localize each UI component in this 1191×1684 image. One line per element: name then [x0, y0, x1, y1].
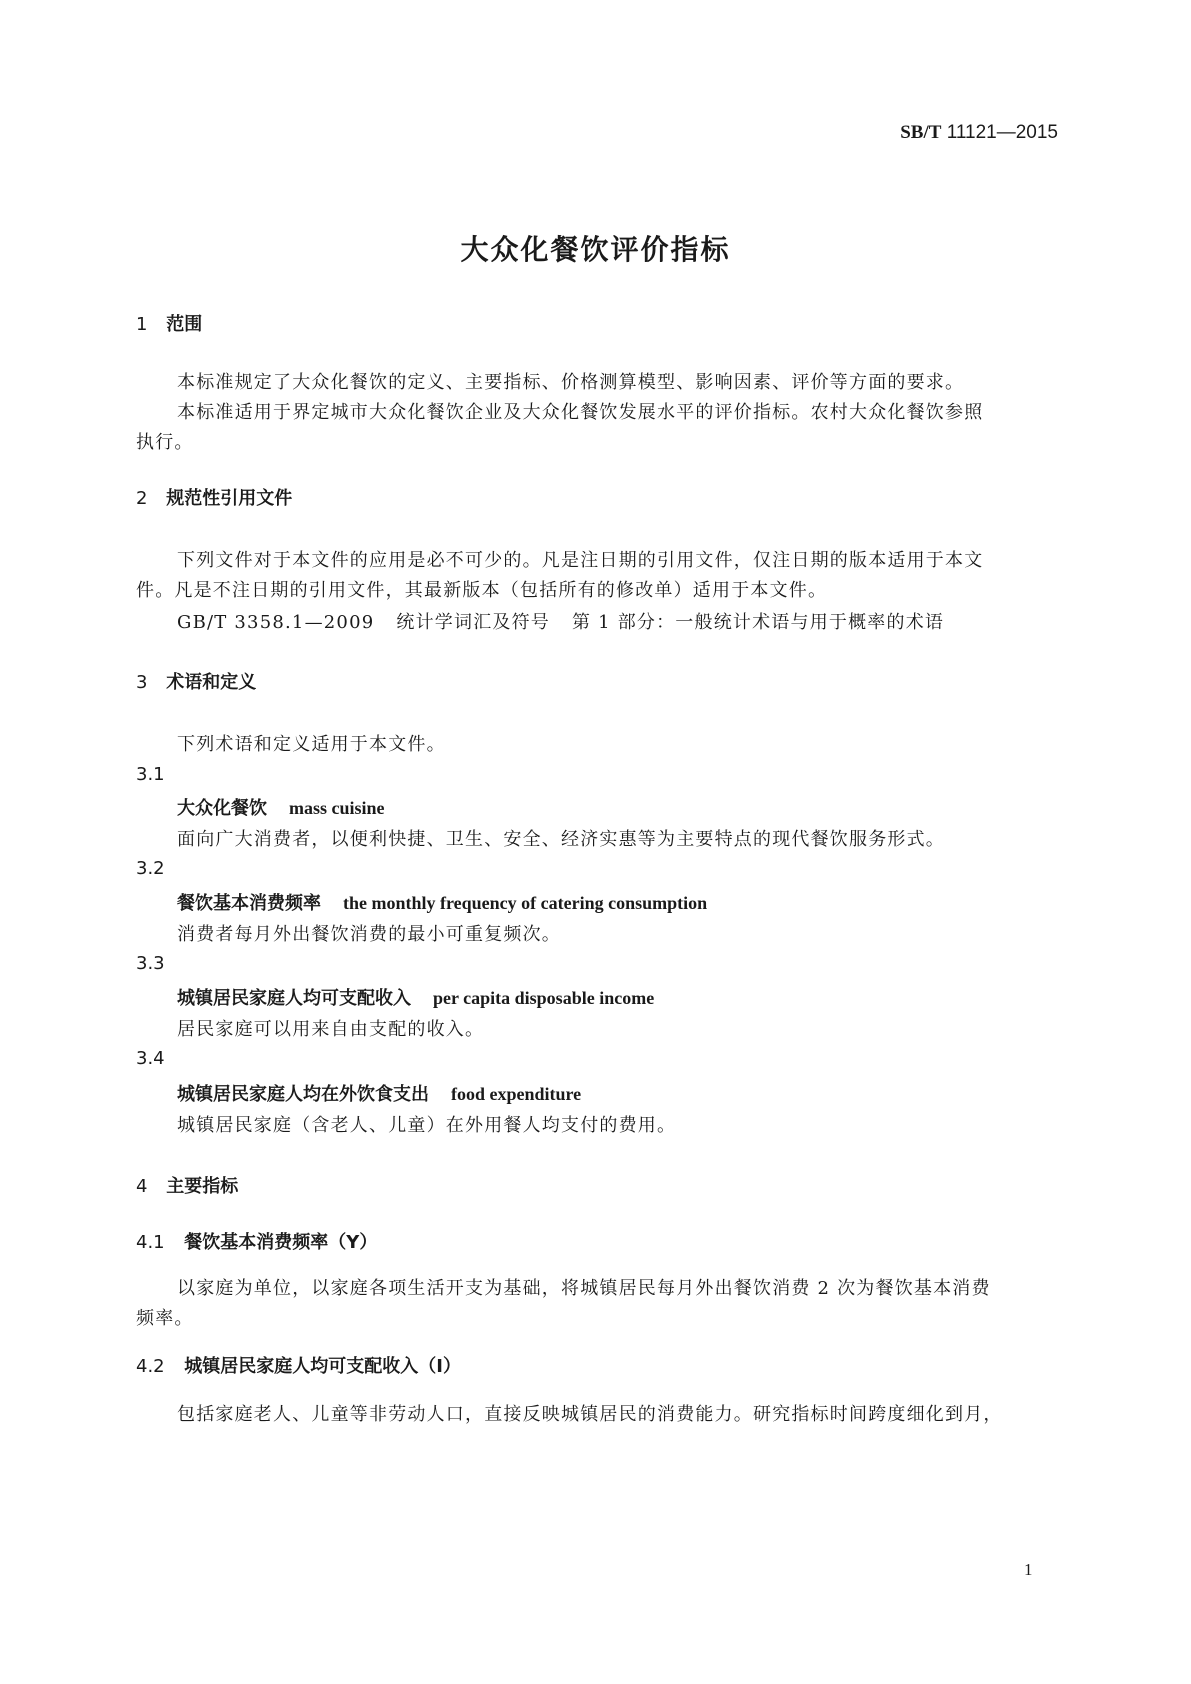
term-heading: 餐饮基本消费频率 the monthly frequency of catering consumption [177, 893, 708, 914]
standard-code-number: 11121—2015 [946, 122, 1058, 143]
section-1-paragraph-1: 本标准规定了大众化餐饮的定义、主要指标、价格测算模型、影响因素、评价等方面的要求。 [177, 372, 965, 393]
term-number: 3.2 [136, 858, 165, 879]
term-definition: 城镇居民家庭（含老人、儿童）在外用餐人均支付的费用。 [177, 1115, 677, 1136]
term-definition: 面向广大消费者，以便利快捷、卫生、安全、经济实惠等为主要特点的现代餐饮服务形式。 [177, 829, 945, 850]
subsection-heading-4-2: 4.2 城镇居民家庭人均可支配收入（I） [136, 1356, 461, 1377]
term-heading: 大众化餐饮 mass cuisine [177, 798, 385, 819]
normative-reference [177, 608, 944, 634]
term-number: 3.4 [136, 1048, 165, 1069]
page-number: 1 [1024, 1560, 1033, 1579]
section-heading-2: 2 规范性引用文件 [136, 488, 293, 509]
section-heading-1: 1 范围 [136, 314, 203, 335]
term-definition: 居民家庭可以用来自由支配的收入。 [177, 1019, 485, 1040]
reference-title: 统计学词汇及符号 [396, 612, 550, 633]
section-3-intro: 下列术语和定义适用于本文件。 [177, 734, 446, 755]
document-title: 大众化餐饮评价指标 [460, 233, 731, 266]
standard-code [0, 122, 1058, 144]
term-number: 3.1 [136, 764, 165, 785]
subsection-4-1-paragraph-line-1: 以家庭为单位，以家庭各项生活开支为基础，将城镇居民每月外出餐饮消费 2 次为餐饮基本消费 [177, 1278, 991, 1299]
term-heading: 城镇居民家庭人均在外饮食支出 food expenditure [177, 1084, 582, 1105]
section-2-paragraph-line-1: 下列文件对于本文件的应用是必不可少的。凡是注日期的引用文件，仅注日期的版本适用于本文 [177, 550, 984, 571]
section-2-paragraph-line-2: 件。凡是不注日期的引用文件，其最新版本（包括所有的修改单）适用于本文件。 [136, 580, 828, 601]
section-1-paragraph-2-line-1: 本标准适用于界定城市大众化餐饮企业及大众化餐饮发展水平的评价指标。农村大众化餐饮参照 [177, 402, 984, 423]
section-1-paragraph-2-line-2: 执行。 [136, 432, 194, 453]
term-heading: 城镇居民家庭人均可支配收入 per capita disposable income [177, 988, 655, 1009]
subsection-heading-4-1: 4.1 餐饮基本消费频率（Y） [136, 1232, 378, 1253]
term-definition: 消费者每月外出餐饮消费的最小可重复频次。 [177, 924, 561, 945]
reference-part: 第 1 部分：一般统计术语与用于概率的术语 [572, 612, 945, 633]
section-heading-3: 3 术语和定义 [136, 672, 257, 693]
standard-code-prefix: SB/T [900, 122, 942, 143]
section-heading-4: 4 主要指标 [136, 1176, 239, 1197]
subsection-4-2-paragraph-line-1: 包括家庭老人、儿童等非劳动人口，直接反映城镇居民的消费能力。研究指标时间跨度细化到月， [177, 1404, 1003, 1425]
reference-code: GB/T 3358.1—2009 [177, 612, 375, 633]
subsection-4-1-paragraph-line-2: 频率。 [136, 1308, 194, 1329]
term-number: 3.3 [136, 953, 165, 974]
